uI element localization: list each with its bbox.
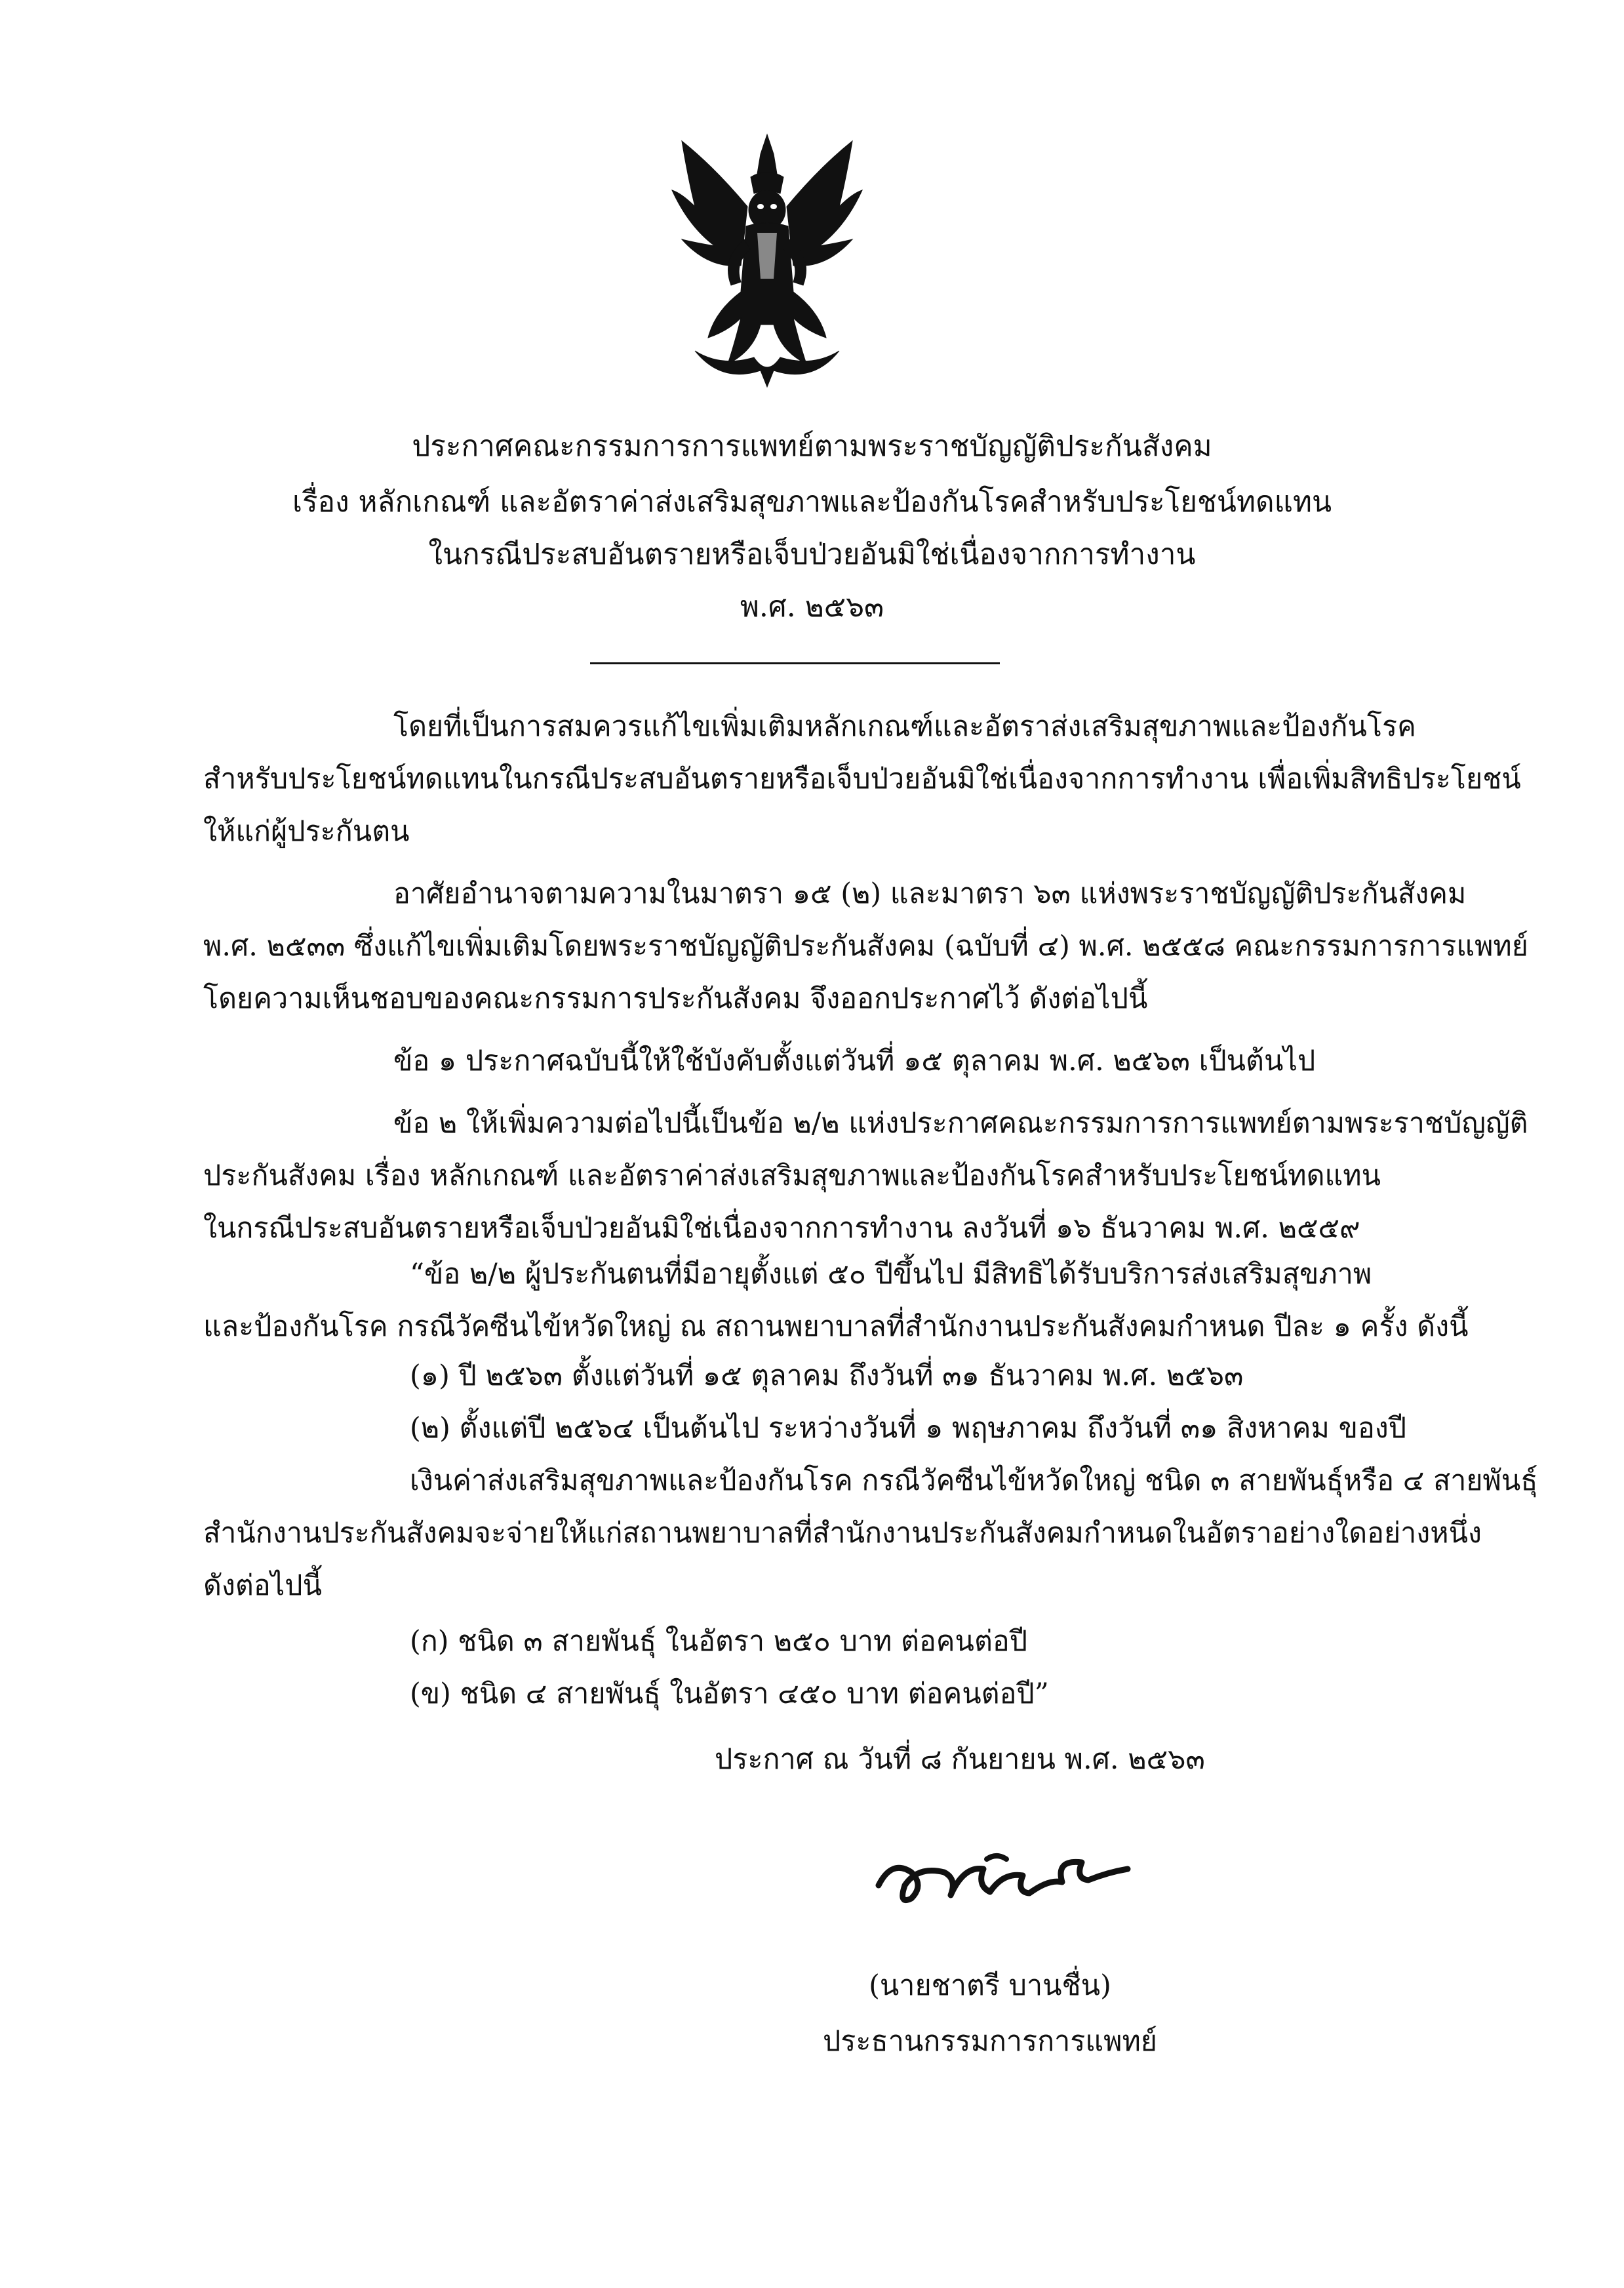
body-line: อาศัยอำนาจตามความในมาตรา ๑๕ (๒) และมาตรา ๖๓ แห่งพระราชบัญญัติประกันสังคม [393,877,1467,910]
announcement-date: ประกาศ ณ วันที่ ๘ กันยายน พ.ศ. ๒๕๖๓ [715,1743,1205,1776]
header-line-4: พ.ศ. ๒๕๖๓ [740,590,884,624]
body-line: (๑) ปี ๒๕๖๓ ตั้งแต่วันที่ ๑๕ ตุลาคม ถึงวันที่ ๓๑ ธันวาคม พ.ศ. ๒๕๖๓ [410,1359,1244,1392]
body-line: ข้อ ๑ ประกาศฉบับนี้ให้ใช้บังคับตั้งแต่วันที่ ๑๕ ตุลาคม พ.ศ. ๒๕๖๓ เป็นต้นไป [393,1045,1316,1077]
body-line: เงินค่าส่งเสริมสุขภาพและป้องกันโรค กรณีวัคซีนไข้หวัดใหญ่ ชนิด ๓ สายพันธุ์หรือ ๔ สายพันธุ์ [410,1464,1538,1497]
body-line: โดยที่เป็นการสมควรแก้ไขเพิ่มเติมหลักเกณฑ์และอัตราส่งเสริมสุขภาพและป้องกันโรค [393,710,1416,743]
body-line: พ.ศ. ๒๕๓๓ ซึ่งแก้ไขเพิ่มเติมโดยพระราชบัญญัติประกันสังคม (ฉบับที่ ๔) พ.ศ. ๒๕๕๘ คณะกรรมการการแพทย์ [203,930,1528,963]
body-line: ประกันสังคม เรื่อง หลักเกณฑ์ และอัตราค่าส่งเสริมสุขภาพและป้องกันโรคสำหรับประโยชน์ทดแทน [203,1159,1381,1192]
body-line: สำหรับประโยชน์ทดแทนในกรณีประสบอันตรายหรือเจ็บป่วยอันมิใช่เนื่องจากการทำงาน เพื่อเพิ่มสิทธิประโยชน์ [203,763,1521,795]
body-line: (ข) ชนิด ๔ สายพันธุ์ ในอัตรา ๔๕๐ บาท ต่อคนต่อปี” [410,1677,1049,1710]
body-line: “ข้อ ๒/๒ ผู้ประกันตนที่มีอายุตั้งแต่ ๕๐ ปีขึ้นไป มีสิทธิได้รับบริการส่งเสริมสุขภาพ [410,1258,1372,1291]
signer-name: (นายชาตรี บานชื่น) [869,1969,1111,2002]
body-line: ข้อ ๒ ให้เพิ่มความต่อไปนี้เป็นข้อ ๒/๒ แห่งประกาศคณะกรรมการการแพทย์ตามพระราชบัญญัติ [393,1107,1528,1140]
body-line: ให้แก่ผู้ประกันตน [203,815,410,848]
body-line: ในกรณีประสบอันตรายหรือเจ็บป่วยอันมิใช่เนื่องจากการทำงาน ลงวันที่ ๑๖ ธันวาคม พ.ศ. ๒๕๕๙ [203,1212,1360,1245]
body-line: ดังต่อไปนี้ [203,1569,322,1602]
body-line: (๒) ตั้งแต่ปี ๒๕๖๔ เป็นต้นไป ระหว่างวันที่ ๑ พฤษภาคม ถึงวันที่ ๓๑ สิงหาคม ของปี [410,1412,1407,1445]
body-line: และป้องกันโรค กรณีวัคซีนไข้หวัดใหญ่ ณ สถานพยาบาลที่สำนักงานประกันสังคมกำหนด ปีละ ๑ ครั้ง ดังนี้ [203,1310,1469,1343]
header-line-1: ประกาศคณะกรรมการการแพทย์ตามพระราชบัญญัติประกันสังคม [412,430,1212,463]
body-line: สำนักงานประกันสังคมจะจ่ายให้แก่สถานพยาบาลที่สำนักงานประกันสังคมกำหนดในอัตราอย่างใดอย่างหนึ่ง [203,1517,1482,1550]
signer-title: ประธานกรรมการการแพทย์ [823,2025,1157,2058]
handwritten-signature-icon [865,1833,1141,1925]
garuda-emblem-icon [669,128,865,390]
header-divider [590,662,1000,664]
body-line: โดยความเห็นชอบของคณะกรรมการประกันสังคม จึงออกประกาศไว้ ดังต่อไปนี้ [203,982,1148,1015]
header-line-3: ในกรณีประสบอันตรายหรือเจ็บป่วยอันมิใช่เนื่องจากการทำงาน [428,538,1196,571]
header-line-2: เรื่อง หลักเกณฑ์ และอัตราค่าส่งเสริมสุขภาพและป้องกันโรคสำหรับประโยชน์ทดแทน [292,485,1332,519]
body-line: (ก) ชนิด ๓ สายพันธุ์ ในอัตรา ๒๕๐ บาท ต่อคนต่อปี [410,1625,1027,1658]
